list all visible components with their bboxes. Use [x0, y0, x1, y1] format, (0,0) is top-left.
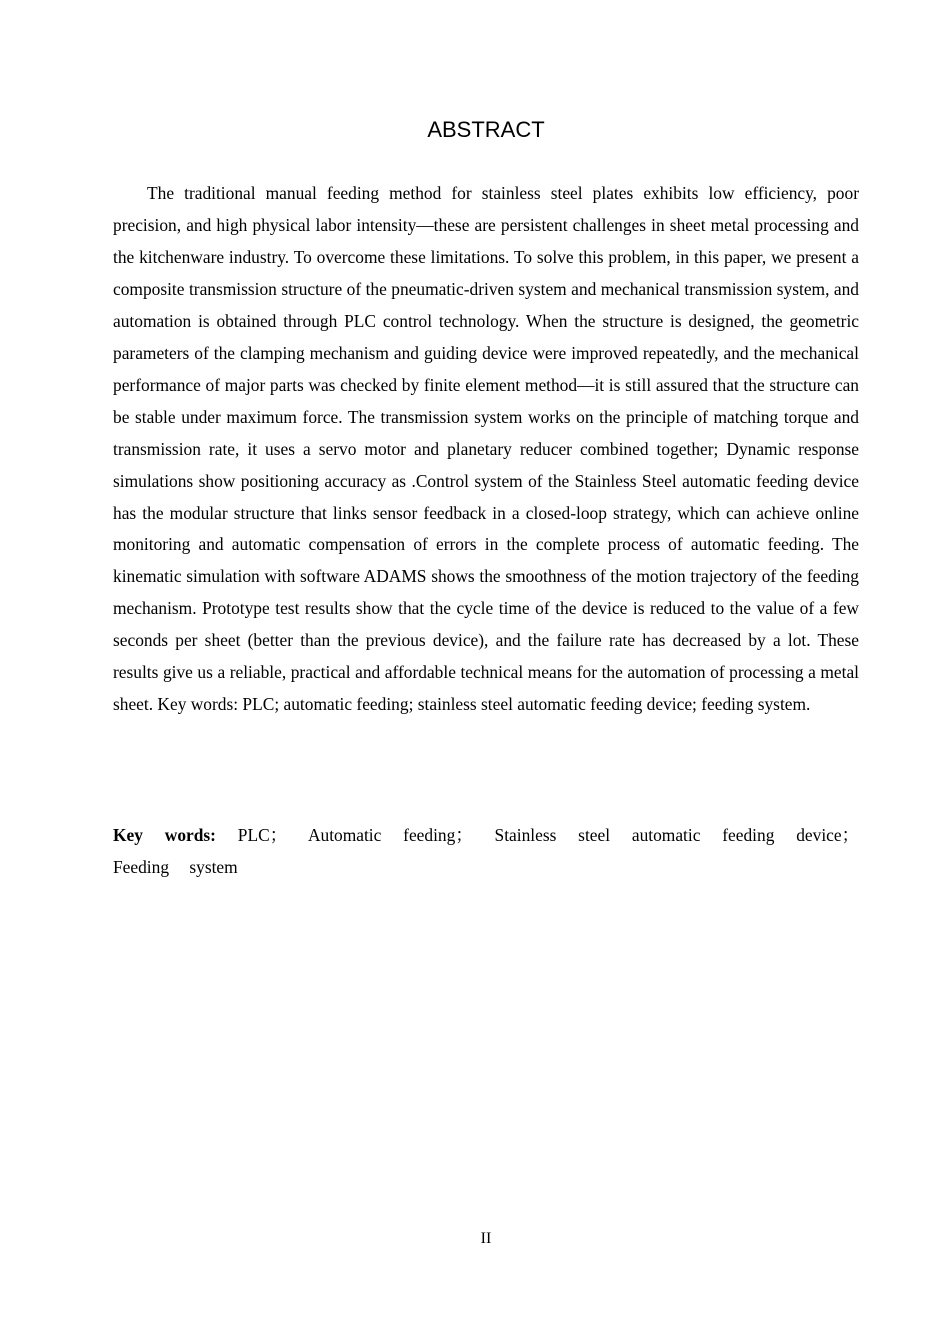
abstract-title: ABSTRACT — [427, 117, 545, 142]
keywords-list: PLC； Automatic feeding； Stainless steel automatic feeding device； Feeding system — [113, 825, 859, 877]
keywords-line — [113, 819, 859, 883]
page-number: II — [480, 1230, 492, 1247]
keywords-label: Key words: — [113, 825, 216, 845]
abstract-paragraph: The traditional manual feeding method for stainless steel plates exhibits low efficiency, poor precision, and high physical labor intensity—these are persistent challenges in sheet metal processing and the kitchenware industry. To overcome these limitations. To solve this problem, in this paper, we present a composite transmission structure of the pneumatic-driven system and mechanical transmission system, and automation is obtained through PLC control technology. When the structure is designed, the geometric parameters of the clamping mechanism and guiding device were improved repeatedly, and the mechanical performance of major parts was checked by finite element method—it is still assured that the structure can be stable under maximum force. The transmission system works on the principle of matching torque and transmission rate, it uses a servo motor and planetary reducer combined together; Dynamic response simulations show positioning accuracy as .Control system of the Stainless Steel automatic feeding device has the modular structure that links sensor feedback in a closed-loop strategy, which can achieve online monitoring and automatic compensation of errors in the complete process of automatic feeding. The kinematic simulation with software ADAMS shows the smoothness of the motion trajectory of the feeding mechanism. Prototype test results show that the cycle time of the device is reduced to the value of a few seconds per sheet (better than the previous device), and the failure rate has decreased by a lot. These results give us a reliable, practical and affordable technical means for the automation of processing a metal sheet. Key words: PLC; automatic feeding; stainless steel automatic feeding device; feeding system. — [113, 183, 859, 715]
